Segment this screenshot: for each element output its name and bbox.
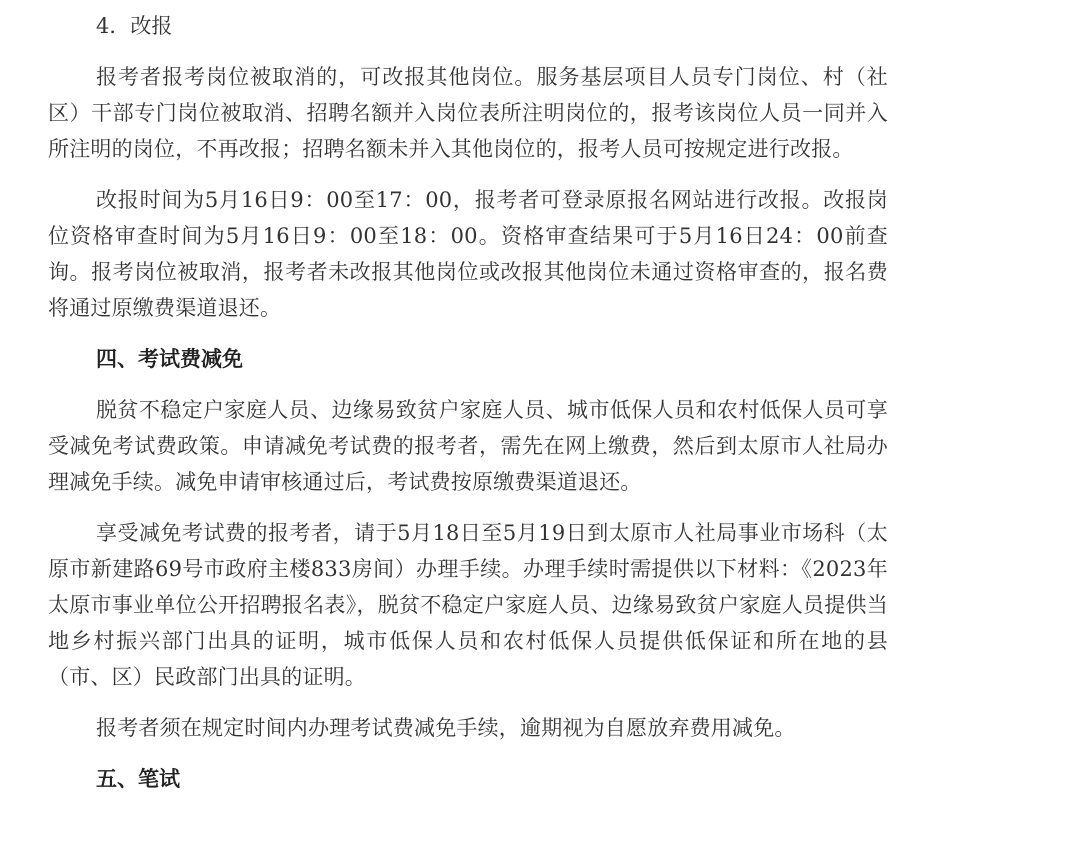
subheading-change-application: 4．改报: [96, 14, 173, 38]
paragraph-fee-waiver-deadline: 报考者须在规定时间内办理考试费减免手续，逾期视为自愿放弃费用减免。: [96, 716, 796, 740]
paragraph-change-schedule: 改报时间为5月16日9：00至17：00，报考者可登录原报名网站进行改报。改报岗位资格审查时间为5月16日9：00至18：00。资格审查结果可于5月16日24：00前查询。报考岗位被取消，报考者未改报其他岗位或改报其他岗位未通过资格审查的，报名费将通过原缴费渠道退还。: [48, 188, 888, 320]
section-heading-fee-waiver: 四、考试费减免: [96, 346, 243, 371]
section-heading-written-exam: 五、笔试: [96, 766, 180, 791]
paragraph-change-eligibility: 报考者报考岗位被取消的，可改报其他岗位。服务基层项目人员专门岗位、村（社区）干部专门岗位被取消、招聘名额并入岗位表所注明岗位的，报考该岗位人员一同并入所注明的岗位，不再改报；招聘名额未并入其他岗位的，报考人员可按规定进行改报。: [48, 65, 888, 161]
paragraph-fee-waiver-policy: 脱贫不稳定户家庭人员、边缘易致贫户家庭人员、城市低保人员和农村低保人员可享受减免考试费政策。申请减免考试费的报考者，需先在网上缴费，然后到太原市人社局办理减免手续。减免申请审核通过后，考试费按原缴费渠道退还。: [48, 398, 888, 494]
paragraph-fee-waiver-procedure: 享受减免考试费的报考者，请于5月18日至5月19日到太原市人社局事业市场科（太原市新建路69号市政府主楼833房间）办理手续。办理手续时需提供以下材料：《2023年太原市事业单位公开招聘报名表》，脱贫不稳定户家庭人员、边缘易致贫户家庭人员提供当地乡村振兴部门出具的证明，城市低保人员和农村低保人员提供低保证和所在地的县（市、区）民政部门出具的证明。: [48, 521, 888, 689]
document-body: [48, 8, 888, 797]
